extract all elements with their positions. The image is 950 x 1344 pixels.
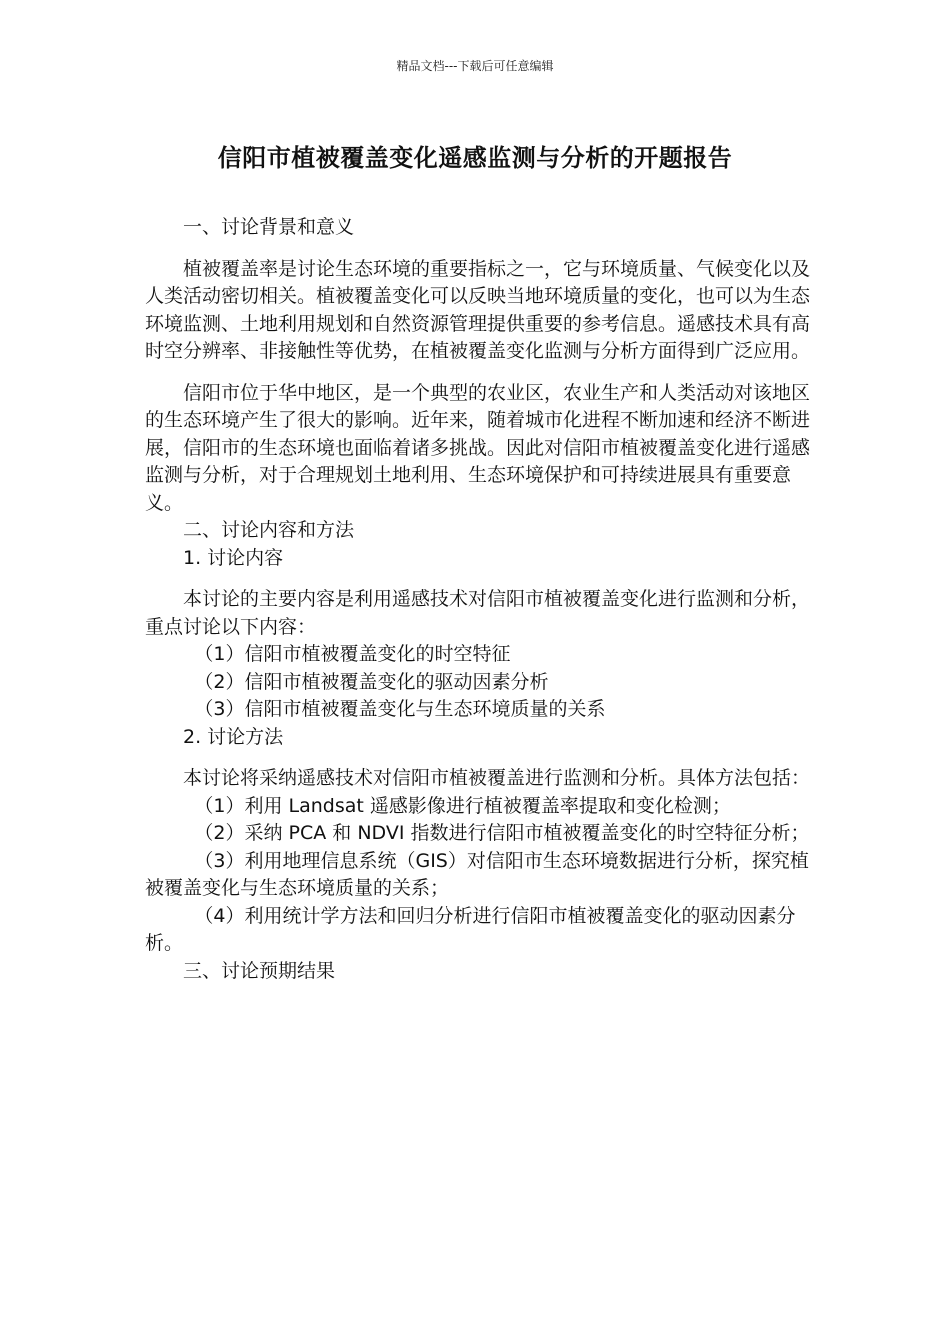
paragraph: 植被覆盖率是讨论生态环境的重要指标之一，它与环境质量、气候变化以及人类活动密切相关。植被覆盖变化可以反映当地环境质量的变化，也可以为生态环境监测、土地利用规划和自然资源管理提供重要的参考信息。遥感技术具有高时空分辨率、非接触性等优势，在植被覆盖变化监测与分析方面得到广泛应用。 <box>145 257 811 362</box>
document-title: 信阳市植被覆盖变化遥感监测与分析的开题报告 <box>217 144 733 172</box>
section-heading-2: 二、讨论内容和方法 <box>183 519 355 541</box>
list-item: （2）采纳 PCA 和 NDVI 指数进行信阳市植被覆盖变化的时空特征分析； <box>194 822 810 844</box>
paragraph: 本讨论将采纳遥感技术对信阳市植被覆盖进行监测和分析。具体方法包括： <box>183 767 811 789</box>
list-item: （1）利用 Landsat 遥感影像进行植被覆盖率提取和变化检测； <box>194 794 731 817</box>
subsection-heading-method: 2. 讨论方法 <box>183 725 284 748</box>
list-item: （3）利用地理信息系统（GIS）对信阳市生态环境数据进行分析，探究植被覆盖变化与生态环境质量的关系； <box>145 849 809 899</box>
paragraph: 信阳市位于华中地区，是一个典型的农业区，农业生产和人类活动对该地区的生态环境产生了很大的影响。近年来，随着城市化进程不断加速和经济不断进展，信阳市的生态环境也面临着诸多挑战。因此对信阳市植被覆盖变化进行遥感监测与分析，对于合理规划土地利用、生态环境保护和可持续进展具有重要意义。 <box>145 381 811 514</box>
document-body <box>145 214 810 985</box>
section-heading-1: 一、讨论背景和意义 <box>183 216 355 238</box>
subsection-heading-content: 1. 讨论内容 <box>183 546 284 569</box>
list-item: （3）信阳市植被覆盖变化与生态环境质量的关系 <box>194 698 606 720</box>
paragraph: 本讨论的主要内容是利用遥感技术对信阳市植被覆盖变化进行监测和分析，重点讨论以下内容： <box>145 588 811 638</box>
list-item: （2）信阳市植被覆盖变化的驱动因素分析 <box>194 670 549 693</box>
page-header: 精品文档---下载后可任意编辑 <box>396 59 554 73</box>
list-item: （4）利用统计学方法和回归分析进行信阳市植被覆盖变化的驱动因素分析。 <box>145 904 796 954</box>
list-item: （1）信阳市植被覆盖变化的时空特征 <box>194 643 511 665</box>
section-heading-3: 三、讨论预期结果 <box>183 959 336 982</box>
